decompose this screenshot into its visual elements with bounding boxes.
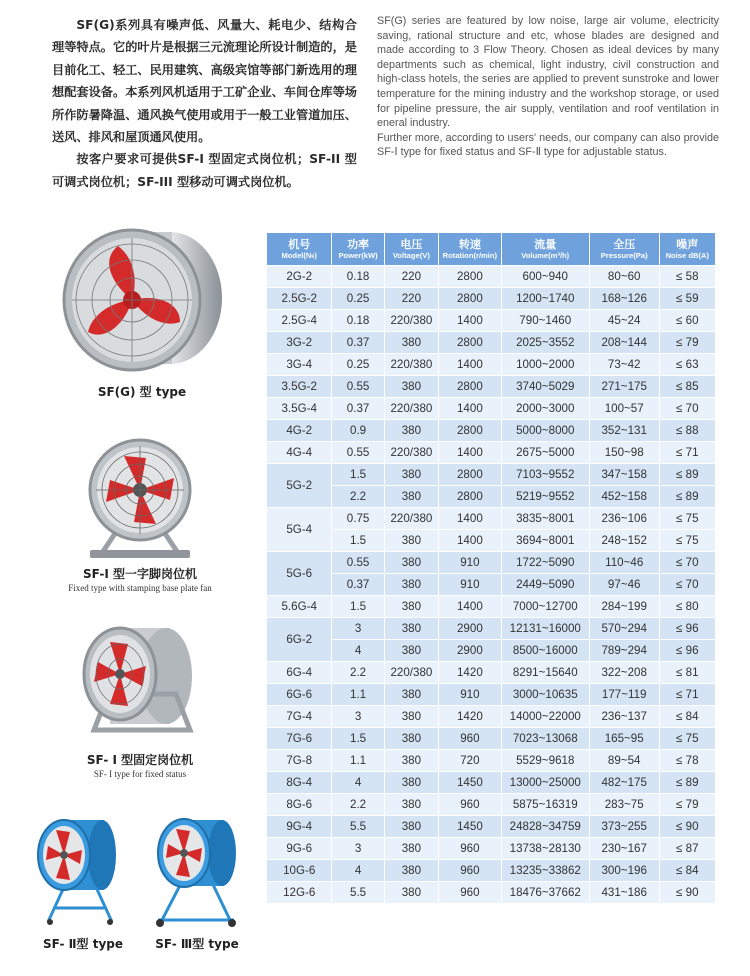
cell-volume: 5219~9552 (502, 486, 590, 508)
cell-volume: 12131~16000 (502, 618, 590, 640)
cell-rotation: 1420 (439, 706, 502, 728)
cell-pressure: 300~196 (590, 860, 660, 882)
table-row (267, 288, 716, 310)
cell-power: 0.25 (332, 354, 384, 376)
table-row (267, 420, 716, 442)
cell-pressure: 230~167 (590, 838, 660, 860)
cell-power: 0.55 (332, 376, 384, 398)
cell-rotation: 1400 (439, 442, 502, 464)
cell-model: 6G-2 (267, 618, 332, 662)
cell-rotation: 960 (439, 838, 502, 860)
table-header-row (267, 233, 716, 266)
sf1-plate-base-fan-image (80, 438, 200, 562)
sf1-plate-caption (50, 566, 230, 594)
cell-noise: ≤ 90 (660, 816, 716, 838)
cell-voltage: 380 (385, 618, 439, 640)
header-pressure: 全压 Pressure(Pa) (590, 233, 660, 266)
cell-pressure: 165~95 (590, 728, 660, 750)
cell-rotation: 2800 (439, 376, 502, 398)
cell-volume: 5875~16319 (502, 794, 590, 816)
cell-pressure: 452~158 (590, 486, 660, 508)
header-voltage: 电压 Voltage(V) (385, 233, 439, 266)
cell-rotation: 1450 (439, 816, 502, 838)
cell-noise: ≤ 80 (660, 596, 716, 618)
cell-noise: ≤ 87 (660, 838, 716, 860)
table-row (267, 310, 716, 332)
cell-noise: ≤ 70 (660, 574, 716, 596)
cell-pressure: 347~158 (590, 464, 660, 486)
cell-noise: ≤ 79 (660, 794, 716, 816)
cell-noise: ≤ 70 (660, 398, 716, 420)
intro-english (377, 14, 719, 160)
cell-model: 3.5G-2 (267, 376, 332, 398)
cell-volume: 7103~9552 (502, 464, 590, 486)
cell-pressure: 150~98 (590, 442, 660, 464)
cell-volume: 5000~8000 (502, 420, 590, 442)
cell-model: 2G-2 (267, 266, 332, 288)
cell-power: 3 (332, 838, 384, 860)
table-row (267, 794, 716, 816)
sf3-caption-text: SF- Ⅲ型 type (155, 937, 239, 951)
cell-model: 8G-6 (267, 794, 332, 816)
cell-rotation: 1400 (439, 530, 502, 552)
cell-voltage: 380 (385, 838, 439, 860)
cell-volume: 24828~34759 (502, 816, 590, 838)
sf1-fixed-stand-fan-image (80, 624, 200, 736)
cell-model: 8G-4 (267, 772, 332, 794)
cell-pressure: 284~199 (590, 596, 660, 618)
header-noise: 噪声 Noise dB(A) (660, 233, 716, 266)
cell-noise: ≤ 96 (660, 618, 716, 640)
cell-volume: 3740~5029 (502, 376, 590, 398)
cell-power: 4 (332, 640, 384, 662)
table-row (267, 354, 716, 376)
cell-volume: 2000~3000 (502, 398, 590, 420)
cell-volume: 3000~10635 (502, 684, 590, 706)
table-row (267, 838, 716, 860)
sf1-fixed-caption (60, 752, 220, 780)
cell-rotation: 1400 (439, 354, 502, 376)
cell-volume: 7000~12700 (502, 596, 590, 618)
cell-pressure: 208~144 (590, 332, 660, 354)
cell-rotation: 910 (439, 684, 502, 706)
cell-model: 3G-4 (267, 354, 332, 376)
cell-volume: 1200~1740 (502, 288, 590, 310)
cell-model: 9G-6 (267, 838, 332, 860)
cell-noise: ≤ 59 (660, 288, 716, 310)
table-row (267, 750, 716, 772)
intro-cn-paragraph-2: 按客户要求可提供SF-I 型固定式岗位机；SF-II 型可调式岗位机；SF-III 型移动可调式岗位机。 (52, 152, 357, 189)
cell-power: 1.5 (332, 464, 384, 486)
cell-noise: ≤ 75 (660, 728, 716, 750)
cell-model: 2.5G-4 (267, 310, 332, 332)
cell-voltage: 220/380 (385, 662, 439, 684)
cell-rotation: 2800 (439, 420, 502, 442)
header-volume: 流量 Volume(m³/h) (502, 233, 590, 266)
sf1-plate-caption-cn: SF-I 型一字脚岗位机 (82, 567, 198, 581)
cell-rotation: 1400 (439, 596, 502, 618)
cell-pressure: 110~46 (590, 552, 660, 574)
cell-power: 0.18 (332, 266, 384, 288)
cell-pressure: 177~119 (590, 684, 660, 706)
cell-model: 4G-2 (267, 420, 332, 442)
table-row (267, 552, 716, 574)
cell-power: 4 (332, 772, 384, 794)
cell-rotation: 1400 (439, 310, 502, 332)
cell-volume: 7023~13068 (502, 728, 590, 750)
cell-pressure: 352~131 (590, 420, 660, 442)
cell-power: 2.2 (332, 662, 384, 684)
cell-noise: ≤ 75 (660, 508, 716, 530)
table-row (267, 508, 716, 530)
intro-en-paragraph-2: Further more, according to users' needs, our company can also provide SF-Ⅰ type for fixed status and SF-Ⅱ type for adjustable status. (377, 131, 719, 159)
table-row (267, 706, 716, 728)
cell-noise: ≤ 70 (660, 552, 716, 574)
cell-rotation: 1400 (439, 508, 502, 530)
cell-model: 9G-4 (267, 816, 332, 838)
cell-model: 10G-6 (267, 860, 332, 882)
cell-power: 1.5 (332, 530, 384, 552)
table-row (267, 684, 716, 706)
cell-model: 3.5G-4 (267, 398, 332, 420)
cell-pressure: 97~46 (590, 574, 660, 596)
cell-model: 3G-2 (267, 332, 332, 354)
cell-volume: 2675~5000 (502, 442, 590, 464)
cell-model: 5G-4 (267, 508, 332, 552)
cell-model: 4G-4 (267, 442, 332, 464)
cell-rotation: 2800 (439, 486, 502, 508)
cell-pressure: 431~186 (590, 882, 660, 904)
cell-voltage: 380 (385, 376, 439, 398)
cell-model: 7G-4 (267, 706, 332, 728)
table-row (267, 376, 716, 398)
cell-voltage: 220/380 (385, 442, 439, 464)
cell-voltage: 380 (385, 860, 439, 882)
cell-power: 2.2 (332, 794, 384, 816)
table-row (267, 398, 716, 420)
cell-voltage: 220/380 (385, 354, 439, 376)
cell-rotation: 2800 (439, 288, 502, 310)
cell-pressure: 45~24 (590, 310, 660, 332)
cell-voltage: 220/380 (385, 398, 439, 420)
table-row (267, 464, 716, 486)
cell-noise: ≤ 63 (660, 354, 716, 376)
cell-pressure: 168~126 (590, 288, 660, 310)
cell-noise: ≤ 88 (660, 420, 716, 442)
sfg-caption (72, 384, 212, 400)
cell-voltage: 380 (385, 794, 439, 816)
cell-rotation: 1420 (439, 662, 502, 684)
cell-voltage: 220 (385, 288, 439, 310)
sf1-plate-caption-en: Fixed type with stamping base plate fan (68, 583, 212, 593)
sf2-fan-image (34, 814, 126, 926)
cell-volume: 1722~5090 (502, 552, 590, 574)
table-row (267, 530, 716, 552)
table-row (267, 266, 716, 288)
cell-power: 1.5 (332, 728, 384, 750)
cell-voltage: 380 (385, 596, 439, 618)
cell-volume: 18476~37662 (502, 882, 590, 904)
cell-power: 0.55 (332, 442, 384, 464)
cell-rotation: 720 (439, 750, 502, 772)
table-row (267, 640, 716, 662)
cell-power: 0.37 (332, 574, 384, 596)
cell-volume: 1000~2000 (502, 354, 590, 376)
cell-voltage: 380 (385, 706, 439, 728)
cell-rotation: 2800 (439, 332, 502, 354)
spec-table-body (267, 266, 716, 904)
cell-volume: 2025~3552 (502, 332, 590, 354)
cell-volume: 2449~5090 (502, 574, 590, 596)
cell-voltage: 380 (385, 772, 439, 794)
cell-power: 0.18 (332, 310, 384, 332)
cell-pressure: 283~75 (590, 794, 660, 816)
cell-rotation: 960 (439, 794, 502, 816)
cell-noise: ≤ 90 (660, 882, 716, 904)
table-row (267, 860, 716, 882)
cell-voltage: 380 (385, 640, 439, 662)
cell-voltage: 380 (385, 750, 439, 772)
table-row (267, 596, 716, 618)
cell-pressure: 73~42 (590, 354, 660, 376)
cell-voltage: 380 (385, 816, 439, 838)
cell-power: 1.1 (332, 750, 384, 772)
table-row (267, 662, 716, 684)
table-row (267, 442, 716, 464)
cell-voltage: 380 (385, 464, 439, 486)
cell-voltage: 380 (385, 420, 439, 442)
cell-model: 2.5G-2 (267, 288, 332, 310)
cell-pressure: 248~152 (590, 530, 660, 552)
cell-power: 0.37 (332, 332, 384, 354)
cell-rotation: 960 (439, 728, 502, 750)
table-row (267, 772, 716, 794)
cell-volume: 3835~8001 (502, 508, 590, 530)
cell-pressure: 482~175 (590, 772, 660, 794)
cell-voltage: 220/380 (385, 310, 439, 332)
cell-voltage: 380 (385, 332, 439, 354)
cell-pressure: 373~255 (590, 816, 660, 838)
sfg-fan-image (52, 224, 232, 376)
cell-rotation: 2800 (439, 266, 502, 288)
cell-voltage: 380 (385, 574, 439, 596)
cell-voltage: 220 (385, 266, 439, 288)
cell-power: 0.9 (332, 420, 384, 442)
cell-volume: 3694~8001 (502, 530, 590, 552)
cell-noise: ≤ 89 (660, 464, 716, 486)
table-row (267, 728, 716, 750)
sf3-caption (142, 936, 252, 952)
header-model: 机号 Model(№) (267, 233, 332, 266)
intro-chinese (52, 14, 357, 193)
cell-voltage: 380 (385, 882, 439, 904)
cell-voltage: 380 (385, 486, 439, 508)
cell-model: 7G-6 (267, 728, 332, 750)
cell-noise: ≤ 71 (660, 684, 716, 706)
cell-model: 5G-6 (267, 552, 332, 596)
cell-power: 3 (332, 618, 384, 640)
cell-noise: ≤ 60 (660, 310, 716, 332)
sfg-caption-text: SF(G) 型 type (97, 385, 187, 399)
cell-model: 12G-6 (267, 882, 332, 904)
header-rotation: 转速 Rotation(r/min) (439, 233, 502, 266)
cell-volume: 14000~22000 (502, 706, 590, 728)
cell-voltage: 380 (385, 684, 439, 706)
cell-model: 7G-8 (267, 750, 332, 772)
cell-pressure: 236~106 (590, 508, 660, 530)
cell-noise: ≤ 79 (660, 332, 716, 354)
cell-pressure: 271~175 (590, 376, 660, 398)
sf1-fixed-caption-en: SF- I type for fixed status (93, 769, 187, 779)
header-power: 功率 Power(kW) (332, 233, 384, 266)
spec-table (267, 233, 716, 904)
table-row (267, 332, 716, 354)
intro-en-paragraph-1: SF(G) series are featured by low noise, large air volume, electricity saving, rational structure and etc, whose blades are designed and made according to 3 Flow Theory. Chosen as ideal devices by many departments such as chemical, light industry, civil construction and high-class hotels, the series are applied to prevent sunstroke and lower temperature for the mining industry and the workshop storage, or used for pipeline pressure, the air supply, ventilation and roof ventilation in eneral industry. (377, 15, 719, 130)
cell-rotation: 910 (439, 574, 502, 596)
cell-pressure: 789~294 (590, 640, 660, 662)
cell-power: 0.55 (332, 552, 384, 574)
cell-noise: ≤ 89 (660, 486, 716, 508)
cell-noise: ≤ 71 (660, 442, 716, 464)
sf3-fan-image (148, 812, 244, 928)
cell-power: 1.1 (332, 684, 384, 706)
cell-model: 5.6G-4 (267, 596, 332, 618)
cell-rotation: 960 (439, 882, 502, 904)
cell-model: 6G-4 (267, 662, 332, 684)
table-row (267, 618, 716, 640)
cell-volume: 5529~9618 (502, 750, 590, 772)
cell-power: 5.5 (332, 882, 384, 904)
cell-voltage: 220/380 (385, 508, 439, 530)
cell-volume: 790~1460 (502, 310, 590, 332)
sf2-caption (28, 936, 138, 952)
cell-noise: ≤ 75 (660, 530, 716, 552)
cell-power: 3 (332, 706, 384, 728)
sf2-caption-text: SF- Ⅱ型 type (43, 937, 123, 951)
table-row (267, 816, 716, 838)
cell-noise: ≤ 85 (660, 376, 716, 398)
cell-pressure: 89~54 (590, 750, 660, 772)
cell-pressure: 80~60 (590, 266, 660, 288)
cell-rotation: 1450 (439, 772, 502, 794)
cell-volume: 600~940 (502, 266, 590, 288)
cell-rotation: 910 (439, 552, 502, 574)
cell-voltage: 380 (385, 530, 439, 552)
table-row (267, 882, 716, 904)
table-row (267, 574, 716, 596)
cell-rotation: 960 (439, 860, 502, 882)
cell-noise: ≤ 96 (660, 640, 716, 662)
cell-noise: ≤ 78 (660, 750, 716, 772)
cell-power: 0.37 (332, 398, 384, 420)
cell-noise: ≤ 84 (660, 706, 716, 728)
sf1-fixed-caption-cn: SF- Ⅰ 型固定岗位机 (86, 753, 194, 767)
cell-power: 5.5 (332, 816, 384, 838)
cell-pressure: 570~294 (590, 618, 660, 640)
cell-volume: 13000~25000 (502, 772, 590, 794)
cell-power: 0.75 (332, 508, 384, 530)
cell-rotation: 2900 (439, 640, 502, 662)
cell-power: 1.5 (332, 596, 384, 618)
cell-pressure: 236~137 (590, 706, 660, 728)
cell-rotation: 2900 (439, 618, 502, 640)
cell-noise: ≤ 81 (660, 662, 716, 684)
table-row (267, 486, 716, 508)
cell-volume: 8500~16000 (502, 640, 590, 662)
cell-power: 4 (332, 860, 384, 882)
cell-voltage: 380 (385, 728, 439, 750)
cell-power: 0.25 (332, 288, 384, 310)
cell-power: 2.2 (332, 486, 384, 508)
cell-volume: 8291~15640 (502, 662, 590, 684)
cell-model: 6G-6 (267, 684, 332, 706)
cell-rotation: 2800 (439, 464, 502, 486)
cell-noise: ≤ 89 (660, 772, 716, 794)
cell-noise: ≤ 58 (660, 266, 716, 288)
cell-volume: 13235~33862 (502, 860, 590, 882)
cell-noise: ≤ 84 (660, 860, 716, 882)
cell-pressure: 322~208 (590, 662, 660, 684)
cell-model: 5G-2 (267, 464, 332, 508)
intro-cn-paragraph-1: SF(G)系列具有噪声低、风量大、耗电少、结构合理等特点。它的叶片是根据三元流理论所设计制造的，是目前化工、轻工、民用建筑、高级宾馆等部门新选用的理想配套设备。本系列风机适用于工矿企业、车间仓库等场所作防暑降温、通风换气使用或用于一般工业管道加压、送风、排风和屋顶通风使用。 (52, 18, 357, 145)
cell-voltage: 380 (385, 552, 439, 574)
cell-pressure: 100~57 (590, 398, 660, 420)
cell-volume: 13738~28130 (502, 838, 590, 860)
cell-rotation: 1400 (439, 398, 502, 420)
